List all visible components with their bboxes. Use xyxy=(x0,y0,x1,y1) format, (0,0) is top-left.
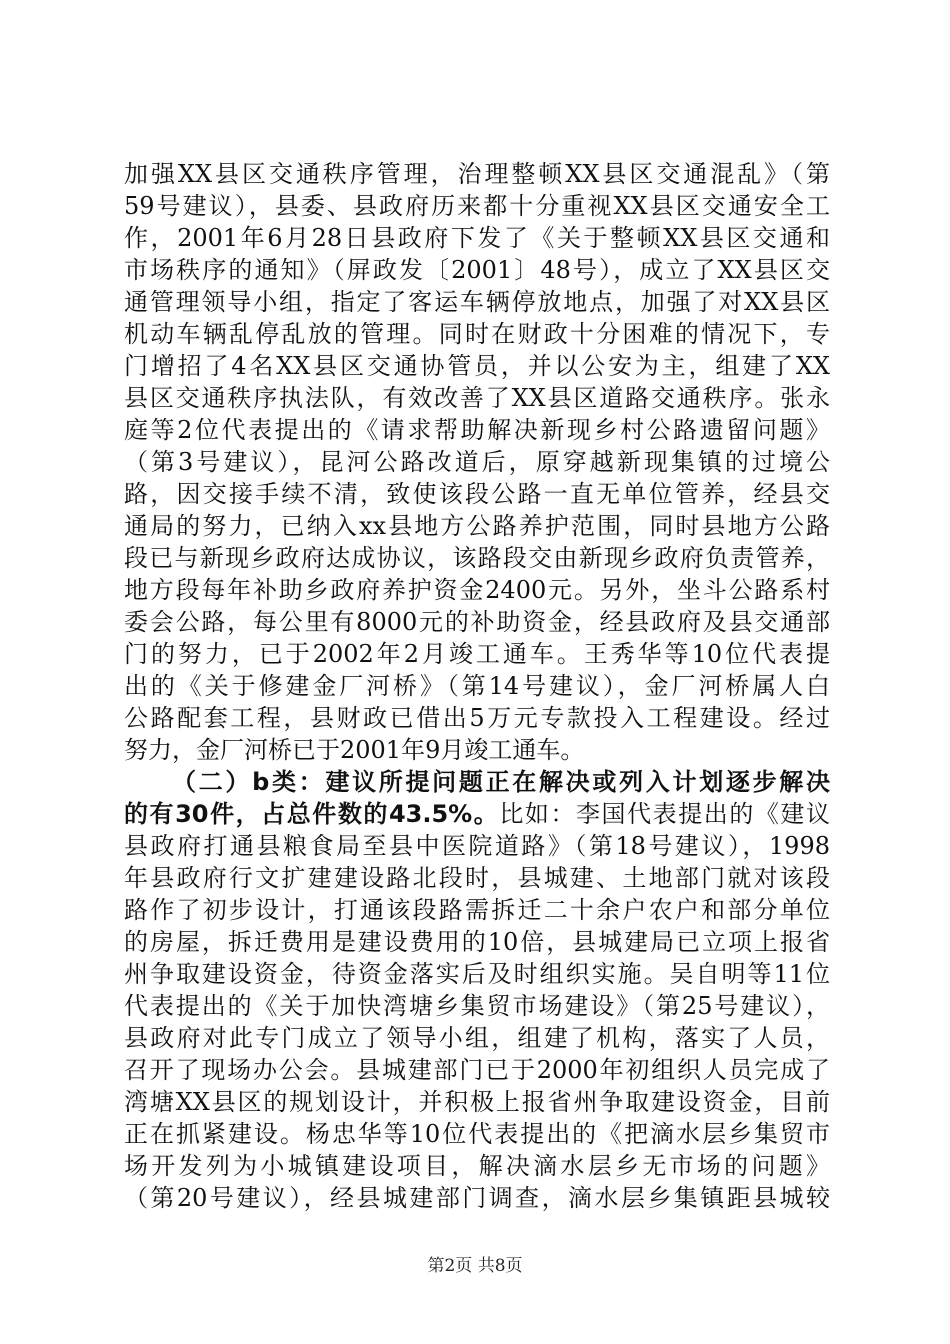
paragraph-line: （第3号建议），昆河公路改道后，原穿越新现集镇的过境公 xyxy=(124,448,830,476)
paragraph-line: 出的《关于修建金厂河桥》（第14号建议），金厂河桥属人白 xyxy=(124,672,830,700)
paragraph-line: 代表提出的《关于加快湾塘乡集贸市场建设》（第25号建议）， xyxy=(124,992,830,1020)
section-b-count: 的有30件，占总件数的43.5%。 xyxy=(124,800,500,828)
paragraph-line: 委会公路，每公里有8000元的补助资金，经县政府及县交通部 xyxy=(124,608,830,636)
paragraph-line: （第20号建议），经县城建部门调查，滴水层乡集镇距县城较 xyxy=(124,1184,830,1212)
paragraph-line: 门的努力，已于2002年2月竣工通车。王秀华等10位代表提 xyxy=(124,640,830,668)
paragraph-line: 的房屋，拆迁费用是建设费用的10倍，县城建局已立项上报省 xyxy=(124,928,830,956)
paragraph-line: 县政府对此专门成立了领导小组，组建了机构，落实了人员， xyxy=(124,1024,830,1052)
paragraph-line: 州争取建设资金，待资金落实后及时组织实施。吴自明等11位 xyxy=(124,960,830,988)
paragraph-line: 通管理领导小组，指定了客运车辆停放地点，加强了对XX县区 xyxy=(124,288,830,316)
section-b-heading: （二）b类：建议所提问题正在解决或列入计划逐步解决 xyxy=(172,768,830,796)
section-b-summary-line xyxy=(124,798,830,830)
paragraph-line: 正在抓紧建设。杨忠华等10位代表提出的《把滴水层乡集贸市 xyxy=(124,1120,830,1148)
paragraph-line: 庭等2位代表提出的《请求帮助解决新现乡村公路遗留问题》 xyxy=(124,416,830,444)
paragraph-line: 路，因交接手续不清，致使该段公路一直无单位管养，经县交 xyxy=(124,480,830,508)
paragraph-line: 县区交通秩序执法队，有效改善了XX县区道路交通秩序。张永 xyxy=(124,384,830,412)
paragraph-line: 路作了初步设计，打通该段路需拆迁二十余户农户和部分单位 xyxy=(124,896,830,924)
paragraph-line: 市场秩序的通知》（屏政发〔2001〕48号），成立了XX县区交 xyxy=(124,256,830,284)
paragraph-line: 加强XX县区交通秩序管理，治理整顿XX县区交通混乱》（第 xyxy=(124,160,830,188)
page-number-footer: 第2页 共8页 xyxy=(427,1256,523,1276)
paragraph-line: 地方段每年补助乡政府养护资金2400元。另外，坐斗公路系村 xyxy=(124,576,830,604)
paragraph-line: 作，2001年6月28日县政府下发了《关于整顿XX县区交通和 xyxy=(124,224,830,252)
paragraph-line: 场开发列为小城镇建设项目，解决滴水层乡无市场的问题》 xyxy=(124,1152,830,1180)
paragraph-line: 努力，金厂河桥已于2001年9月竣工通车。 xyxy=(124,736,585,764)
paragraph-line: 年县政府行文扩建建设路北段时，县城建、土地部门就对该段 xyxy=(124,864,830,892)
paragraph-line: 门增招了4名XX县区交通协管员，并以公安为主，组建了XX xyxy=(124,352,830,380)
paragraph-line: 湾塘XX县区的规划设计，并积极上报省州争取建设资金，目前 xyxy=(124,1088,830,1116)
paragraph-line: 机动车辆乱停乱放的管理。同时在财政十分困难的情况下，专 xyxy=(124,320,830,348)
paragraph-line: 召开了现场办公会。县城建部门已于2000年初组织人员完成了 xyxy=(124,1056,830,1084)
body-text xyxy=(124,158,830,1214)
paragraph-line: 通局的努力，已纳入xx县地方公路养护范围，同时县地方公路 xyxy=(124,512,830,540)
paragraph-line: 段已与新现乡政府达成协议，该路段交由新现乡政府负责管养， xyxy=(124,544,830,572)
section-b-example-intro: 比如：李国代表提出的《建议 xyxy=(499,800,830,828)
paragraph-line: 59号建议），县委、县政府历来都十分重视XX县区交通安全工 xyxy=(124,192,830,220)
paragraph-line: 公路配套工程，县财政已借出5万元专款投入工程建设。经过 xyxy=(124,704,830,732)
paragraph-line: 县政府打通县粮食局至县中医院道路》（第18号建议），1998 xyxy=(124,832,830,860)
